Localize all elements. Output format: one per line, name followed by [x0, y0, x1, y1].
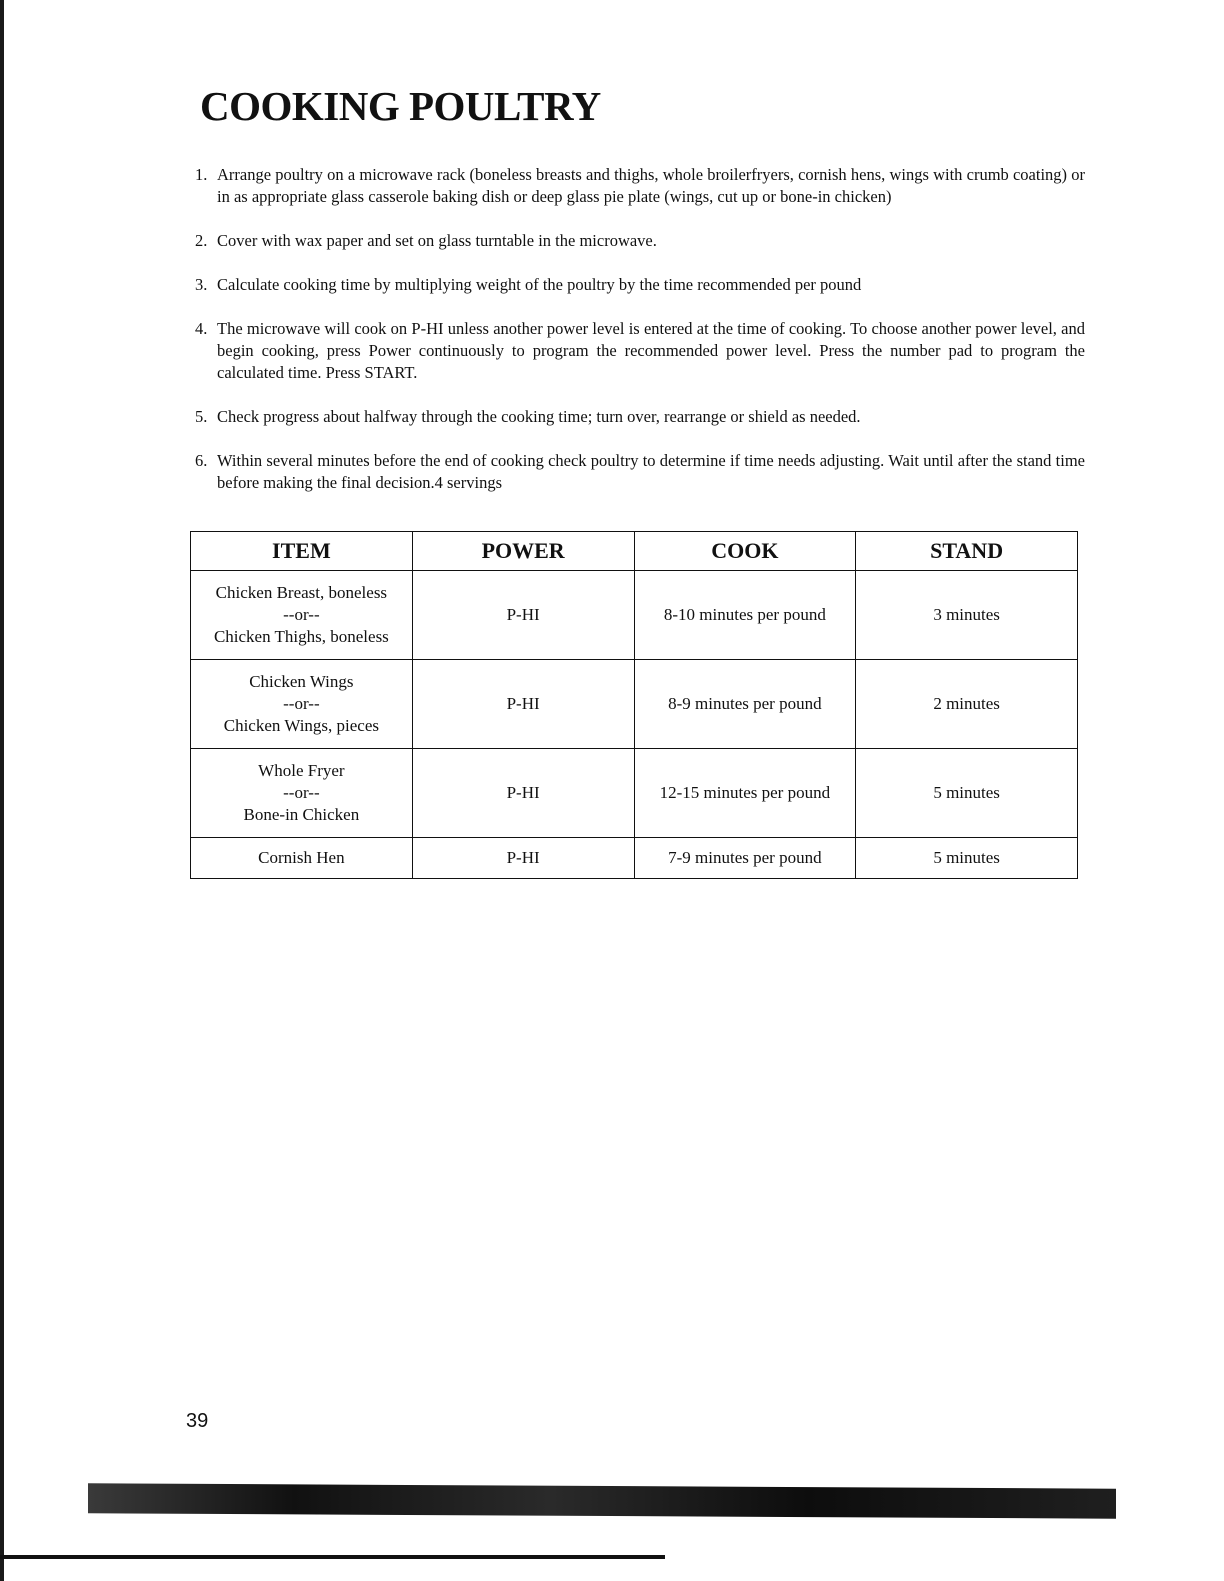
step-text: Calculate cooking time by multiplying weight of the poultry by the time recommended per pound	[217, 275, 862, 294]
stand-cell: 5 minutes	[856, 838, 1078, 879]
header-power: POWER	[412, 532, 634, 571]
item-line: Chicken Breast, boneless	[215, 583, 388, 602]
bottom-rule	[0, 1555, 665, 1559]
table-row	[191, 838, 1078, 879]
instruction-step	[195, 164, 1085, 208]
step-number: 2.	[195, 231, 208, 250]
cook-cell: 8-10 minutes per pound	[634, 571, 856, 660]
step-text: The microwave will cook on P-HI unless another power level is entered at the time of cooking. To choose another power level, and begin cooking, press Power continuously to program the recommended power level. Press the number pad to program the calculated time. Press START.	[217, 319, 1085, 382]
item-line: Chicken Wings, pieces	[223, 716, 380, 735]
step-text: Arrange poultry on a microwave rack (boneless breasts and thighs, whole broilerfryers, cornish hens, wings with crumb coating) or in as appropriate glass casserole baking dish or deep glass pie plate (wings, cut up or bone-in chicken)	[217, 165, 1085, 206]
step-number: 4.	[195, 319, 208, 338]
footer-decorative-bar	[88, 1483, 1116, 1518]
instruction-step	[195, 274, 1085, 296]
table-row	[191, 660, 1078, 749]
item-line: Whole Fryer	[258, 761, 345, 780]
step-number: 6.	[195, 451, 208, 470]
cook-cell: 7-9 minutes per pound	[634, 838, 856, 879]
instruction-step	[195, 318, 1085, 384]
step-text: Check progress about halfway through the cooking time; turn over, rearrange or shield as needed.	[217, 407, 861, 426]
item-line: Bone-in Chicken	[243, 805, 360, 824]
item-line: Chicken Thighs, boneless	[213, 627, 389, 646]
stand-cell: 3 minutes	[856, 571, 1078, 660]
item-cell	[191, 749, 413, 838]
power-cell: P-HI	[412, 571, 634, 660]
item-cell	[191, 571, 413, 660]
power-cell: P-HI	[412, 660, 634, 749]
step-text: Within several minutes before the end of cooking check poultry to determine if time needs adjusting. Wait until after the stand time before making the final decision.4 servings	[217, 451, 1085, 492]
item-line: --or--	[283, 694, 320, 713]
item-cell	[191, 838, 413, 879]
header-stand: STAND	[856, 532, 1078, 571]
step-number: 5.	[195, 407, 208, 426]
table-header-row	[191, 532, 1078, 571]
header-item: ITEM	[191, 532, 413, 571]
instruction-step	[195, 230, 1085, 252]
instruction-step	[195, 406, 1085, 428]
item-cell	[191, 660, 413, 749]
page-left-edge	[0, 0, 4, 1581]
step-number: 1.	[195, 165, 208, 184]
cook-cell: 12-15 minutes per pound	[634, 749, 856, 838]
instruction-step	[195, 450, 1085, 494]
page-title: COOKING POULTRY	[200, 83, 601, 129]
cooking-poultry-table	[190, 531, 1078, 879]
item-line: --or--	[283, 783, 320, 802]
item-line: Chicken Wings	[249, 672, 354, 691]
stand-cell: 2 minutes	[856, 660, 1078, 749]
page-number: 39	[186, 1410, 209, 1432]
item-line: --or--	[283, 605, 320, 624]
power-cell: P-HI	[412, 838, 634, 879]
cook-cell: 8-9 minutes per pound	[634, 660, 856, 749]
item-line: Cornish Hen	[258, 848, 345, 867]
step-number: 3.	[195, 275, 208, 294]
table-row	[191, 571, 1078, 660]
table-row	[191, 749, 1078, 838]
header-cook: COOK	[634, 532, 856, 571]
stand-cell: 5 minutes	[856, 749, 1078, 838]
step-text: Cover with wax paper and set on glass turntable in the microwave.	[217, 231, 657, 250]
instruction-list	[195, 164, 1085, 516]
power-cell: P-HI	[412, 749, 634, 838]
